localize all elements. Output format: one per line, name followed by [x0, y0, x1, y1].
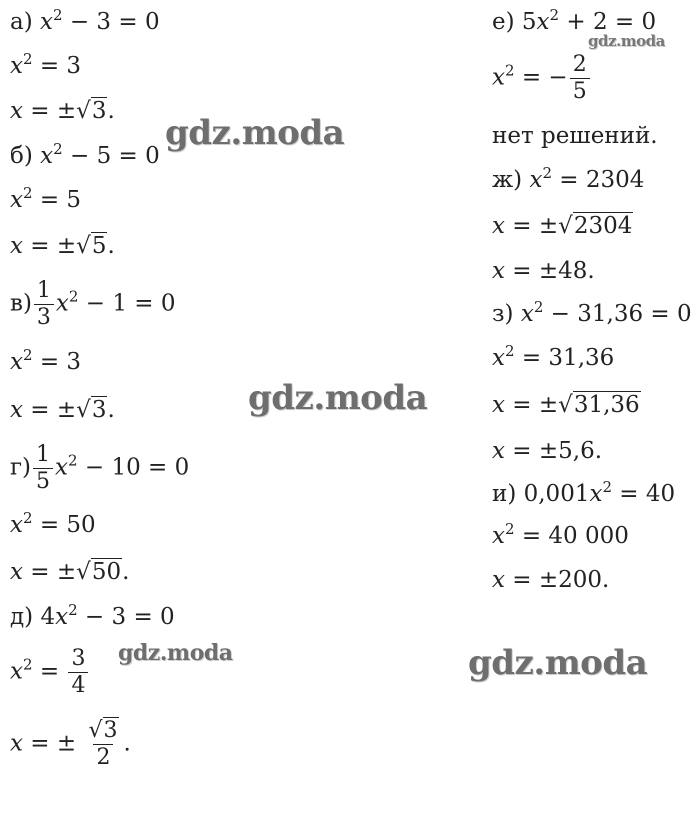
eq-a-answer: x = ±√3. [10, 98, 115, 124]
eq-zh-step1: x = ±√2304 [492, 213, 633, 239]
eq-i-step1: $x^2 = 40$ 000 [492, 520, 629, 549]
eq-a-statement: а) $x^2 - 3 = 0$ [10, 6, 160, 35]
fraction-root3-over-2: $\frac{√3}{2}$ [88, 718, 118, 770]
eq-z-statement: з) $x^2 - 31,36 = 0$ [492, 298, 692, 327]
eq-i-statement: и) $0,001x^2 = 40$ [492, 478, 676, 507]
eq-b-step1: $x^2 = 5$ [10, 184, 82, 213]
eq-d-answer: x = ± $\frac{√3}{2}$ . [10, 718, 131, 770]
eq-d-step1: $x^2$ = $\frac{3}{4}$ [10, 646, 90, 699]
watermark: gdz.moda [248, 378, 428, 418]
eq-v-answer: x = ±√3. [10, 397, 115, 423]
eq-e-statement: е) $5x^2 + 2 = 0$ [492, 6, 657, 35]
eq-a-step1: $x^2 = 3$ [10, 50, 82, 79]
eq-i-answer: x = ±200. [492, 567, 610, 593]
eq-v-statement: в) $\frac{1}{3}$ $x^2 - 1 = 0$ [10, 278, 176, 330]
fraction-one-third: $\frac{1}{3}$ [34, 278, 54, 331]
eq-g-statement: г) $\frac{1}{5}$ $x^2 - 10 = 0$ [10, 442, 190, 494]
fraction-one-fifth: $\frac{1}{5}$ [33, 442, 53, 495]
fraction-two-fifths: $\frac{2}{5}$ [570, 52, 590, 105]
fraction-three-quarters: $\frac{3}{4}$ [68, 646, 88, 699]
eq-v-step1: $x^2 = 3$ [10, 346, 82, 375]
eq-b-statement: б) $x^2 - 5 = 0$ [10, 140, 160, 169]
eq-e-no-solutions: нет решений. [492, 123, 658, 149]
eq-zh-answer: x = ±48. [492, 258, 595, 284]
eq-g-answer: x = ±√50. [10, 559, 130, 585]
eq-z-step1: $x^2 = 31,36$ [492, 342, 615, 371]
watermark: gdz.moda [588, 32, 665, 50]
eq-d-statement: д) $4x^2 - 3 = 0$ [10, 601, 175, 630]
eq-z-answer: x = ±5,6. [492, 438, 603, 464]
eq-zh-statement: ж) $x^2 = 2304$ [492, 164, 645, 193]
eq-b-answer: x = ±√5. [10, 233, 115, 259]
eq-g-step1: $x^2 = 50$ [10, 509, 96, 538]
eq-z-step2: x = ±√31,36 [492, 392, 640, 418]
watermark: gdz.moda [165, 113, 345, 153]
watermark: gdz.moda [468, 643, 648, 683]
eq-e-step1: $x^2$ = − $\frac{2}{5}$ [492, 52, 592, 105]
watermark: gdz.moda [118, 640, 233, 666]
